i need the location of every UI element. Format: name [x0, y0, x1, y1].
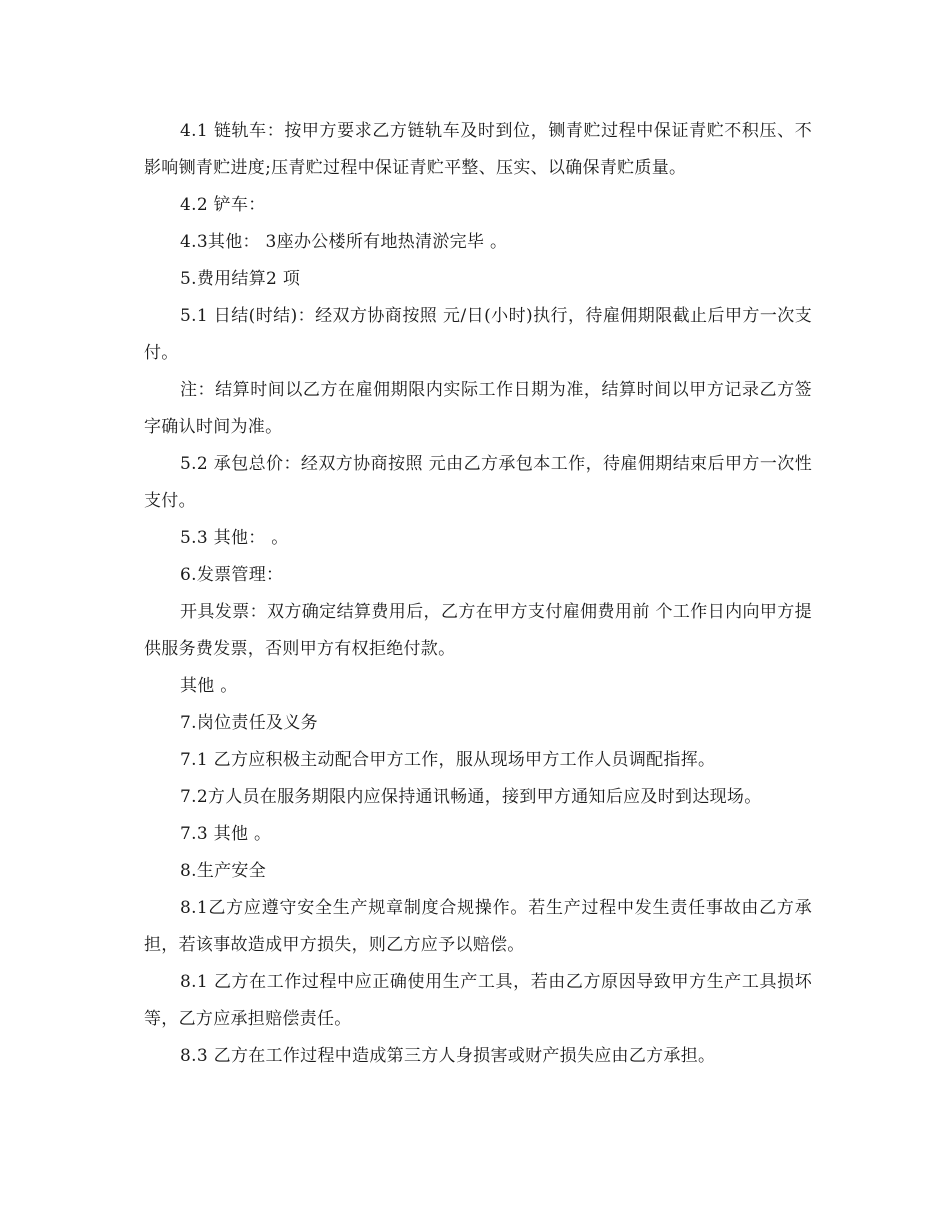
paragraph-7-2: 7.2方人员在服务期限内应保持通讯畅通，接到甲方通知后应及时到达现场。 [180, 787, 762, 807]
paragraph-invoice: 开具发票：双方确定结算费用后，乙方在甲方支付雇佣费用前 个工作日内向甲方提供服务费发票，否则甲方有权拒绝付款。 [144, 602, 812, 659]
heading-8: 8.生产安全 [180, 861, 267, 881]
paragraph-4-3: 4.3其他： 3座办公楼所有地热清淤完毕 。 [180, 232, 508, 252]
paragraph-8-1b: 8.1 乙方在工作过程中应正确使用生产工具，若由乙方原因导致甲方生产工具损坏等，乙方应承担赔偿责任。 [144, 972, 812, 1029]
paragraph-5-1: 5.1 日结(时结)：经双方协商按照 元/日(小时)执行，待雇佣期限截止后甲方一次支付。 [144, 306, 812, 363]
paragraph-8-1a: 8.1乙方应遵守安全生产规章制度合规操作。若生产过程中发生责任事故由乙方承担，若该事故造成甲方损失，则乙方应予以赔偿。 [144, 898, 812, 955]
paragraph-4-2: 4.2 铲车： [180, 195, 266, 215]
paragraph-5-3: 5.3 其他： 。 [180, 528, 289, 548]
paragraph-other: 其他 。 [180, 676, 238, 696]
paragraph-8-3: 8.3 乙方在工作过程中造成第三方人身损害或财产损失应由乙方承担。 [180, 1046, 716, 1066]
paragraph-note: 注：结算时间以乙方在雇佣期限内实际工作日期为准，结算时间以甲方记录乙方签字确认时间为准。 [144, 380, 812, 437]
paragraph-4-1: 4.1 链轨车：按甲方要求乙方链轨车及时到位，铡青贮过程中保证青贮不积压、不影响铡青贮进度;压青贮过程中保证青贮平整、压实、以确保青贮质量。 [144, 121, 812, 178]
paragraph-5-2: 5.2 承包总价：经双方协商按照 元由乙方承包本工作，待雇佣期结束后甲方一次性支付。 [144, 454, 812, 511]
paragraph-7-1: 7.1 乙方应积极主动配合甲方工作，服从现场甲方工作人员调配指挥。 [180, 750, 716, 770]
document-body [144, 113, 812, 1075]
paragraph-7-3: 7.3 其他 。 [180, 824, 272, 844]
heading-6: 6.发票管理： [180, 565, 284, 585]
heading-5: 5.费用结算2 项 [180, 269, 301, 289]
heading-7: 7.岗位责任及义务 [180, 713, 318, 733]
